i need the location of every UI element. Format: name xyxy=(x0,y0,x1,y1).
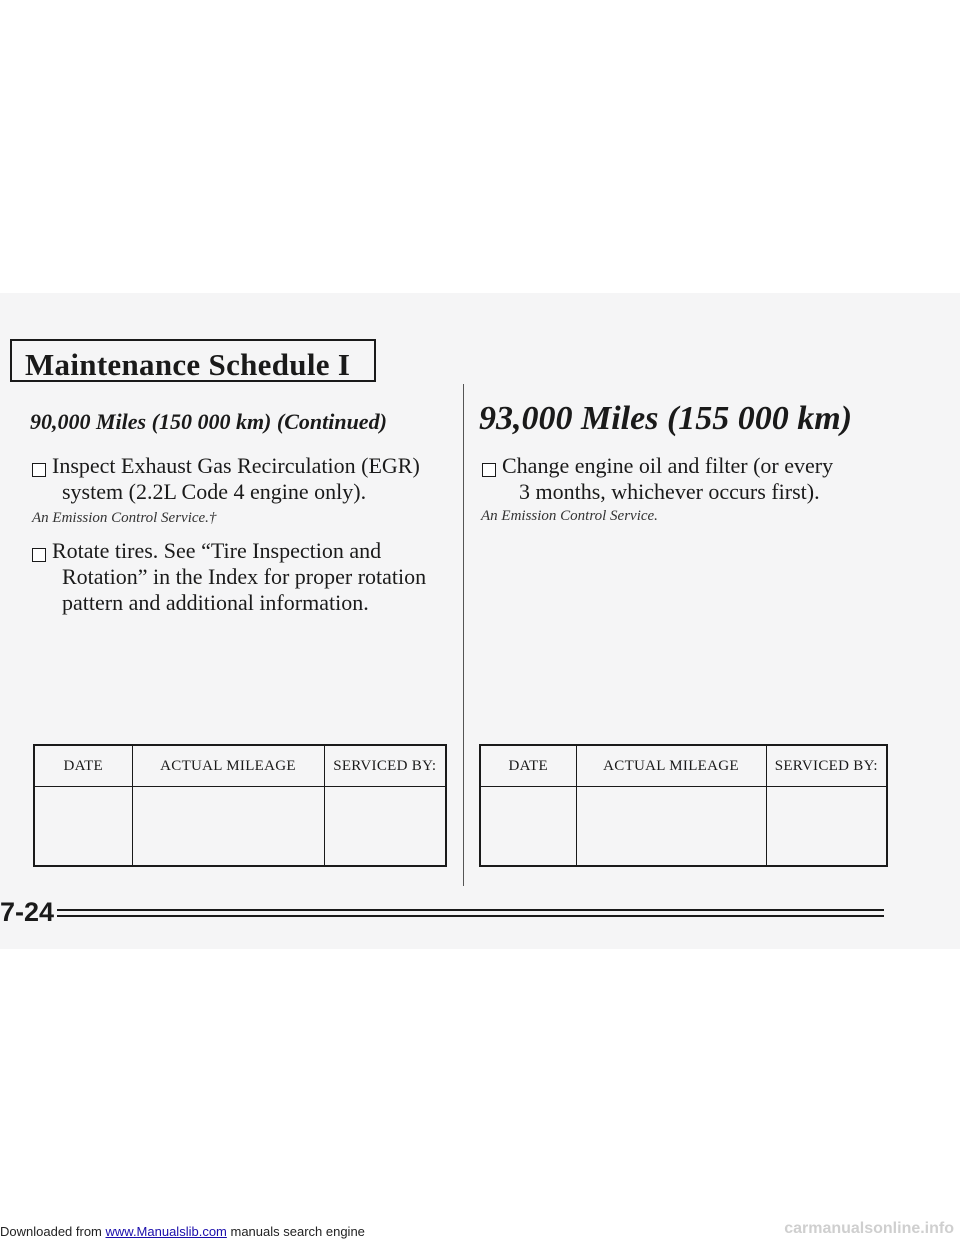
serviced-by-cell[interactable] xyxy=(324,787,446,867)
page-title: Maintenance Schedule I xyxy=(25,347,351,382)
serviced-by-cell[interactable] xyxy=(766,787,887,867)
watermark: carmanualsonline.info xyxy=(784,1220,954,1237)
service-log-table-left xyxy=(33,744,447,867)
service-note: An Emission Control Service.† xyxy=(32,510,217,526)
manualslib-link[interactable]: www.Manualslib.com xyxy=(105,1224,227,1239)
checklist-item-line: 3 months, whichever occurs first). xyxy=(519,479,820,504)
footer-rule xyxy=(57,909,884,911)
footer-prefix: Downloaded from xyxy=(0,1224,106,1239)
table-row xyxy=(34,787,446,867)
date-cell[interactable] xyxy=(480,787,576,867)
checklist-item-line: pattern and additional information. xyxy=(62,590,369,615)
checklist-item-line: Rotation” in the Index for proper rotation xyxy=(62,564,427,589)
date-cell[interactable] xyxy=(34,787,132,867)
checklist-item-line: Inspect Exhaust Gas Recirculation (EGR) xyxy=(52,453,420,478)
column-header-serviced-by: SERVICED BY: xyxy=(766,745,887,787)
table-header-row xyxy=(34,745,446,787)
footer-suffix: manuals search engine xyxy=(226,1224,365,1239)
checkbox-icon[interactable] xyxy=(482,463,496,477)
column-header-mileage: ACTUAL MILEAGE xyxy=(576,745,766,787)
column-header-serviced-by: SERVICED BY: xyxy=(324,745,446,787)
left-section-heading: 90,000 Miles (150 000 km) (Continued) xyxy=(30,409,387,434)
checkbox-icon[interactable] xyxy=(32,548,46,562)
checklist-item-line: Rotate tires. See “Tire Inspection and xyxy=(52,538,382,563)
table-row xyxy=(480,787,887,867)
column-header-date: DATE xyxy=(34,745,132,787)
mileage-cell[interactable] xyxy=(132,787,324,867)
footer-rule xyxy=(57,915,884,917)
service-log-table-right xyxy=(479,744,888,867)
checklist-item-line: system (2.2L Code 4 engine only). xyxy=(62,479,367,504)
page-number: 7-24 xyxy=(0,897,55,927)
download-footer xyxy=(0,1224,365,1239)
mileage-cell[interactable] xyxy=(576,787,766,867)
right-section-heading: 93,000 Miles (155 000 km) xyxy=(479,400,853,437)
column-header-mileage: ACTUAL MILEAGE xyxy=(132,745,324,787)
table-header-row xyxy=(480,745,887,787)
column-header-date: DATE xyxy=(480,745,576,787)
service-note: An Emission Control Service. xyxy=(481,508,658,524)
column-divider xyxy=(463,384,464,886)
checkbox-icon[interactable] xyxy=(32,463,46,477)
checklist-item-line: Change engine oil and filter (or every xyxy=(502,453,834,478)
